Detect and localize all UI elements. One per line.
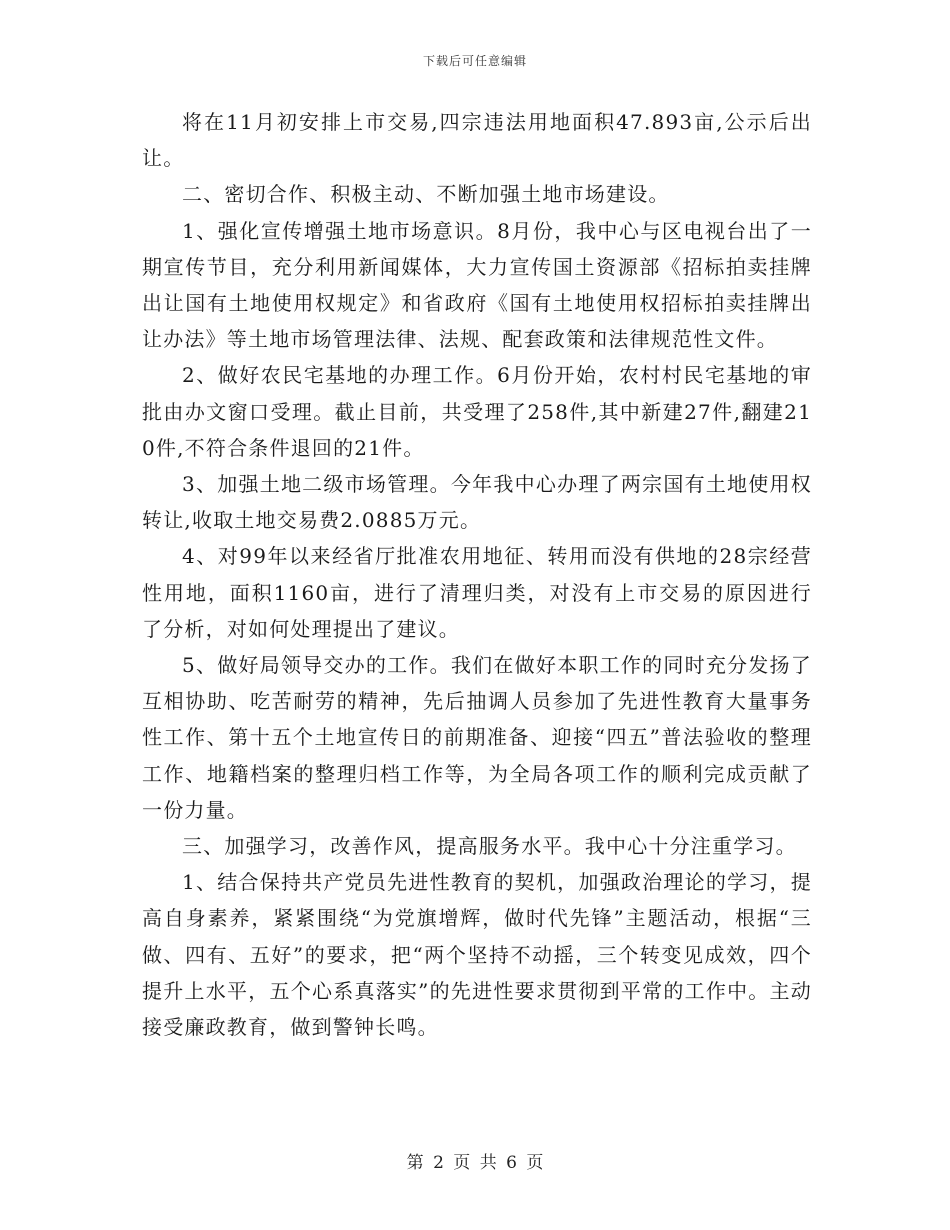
section-heading-3: 三、加强学习，改善作风，提高服务水平。我中心十分注重学习。 <box>182 834 797 859</box>
section-heading-2: 二、密切合作、积极主动、不断加强土地市场建设。 <box>182 182 670 207</box>
paragraph-3-1: 1、结合保持共产党员先进性教育的契机，加强政治理论的学习，提高自身素养，紧紧围绕“为党旗增辉，做时代先锋”主题活动，根据“三做、四有、五好”的要求，把“两个坚持不动摇，三个转变见成效，四个提升上水平，五个心系真落实”的先进性要求贯彻到平常的工作中。主动接受廉政教育，做到警钟长鸣。 <box>142 870 812 1040</box>
paragraph-2-4: 4、对99年以来经省厅批准农用地征、转用而没有供地的28宗经营性用地，面积1160亩，进行了清理归类，对没有上市交易的原因进行了分析，对如何处理提出了建议。 <box>142 544 812 641</box>
paragraph-2-3: 3、加强土地二级市场管理。今年我中心办理了两宗国有土地使用权转让,收取土地交易费2.0885万元。 <box>142 472 812 533</box>
page-header: 下载后可任意编辑 <box>422 54 527 68</box>
paragraph-continuation: 将在11月初安排上市交易,四宗违法用地面积47.893亩,公示后出让。 <box>142 110 812 171</box>
paragraph-2-5: 5、做好局领导交办的工作。我们在做好本职工作的同时充分发扬了互相协助、吃苦耐劳的精神，先后抽调人员参加了先进性教育大量事务性工作、第十五个土地宣传日的前期准备、迎接“四五”普法验收的整理工作、地籍档案的整理归档工作等，为全局各项工作的顺利完成贡献了一份力量。 <box>142 653 812 822</box>
paragraph-2-1: 1、强化宣传增强土地市场意识。8月份，我中心与区电视台出了一期宣传节目，充分利用新闻媒体，大力宣传国土资源部《招标拍卖挂牌出让国有土地使用权规定》和省政府《国有土地使用权招标拍卖挂牌出让办法》等土地市场管理法律、法规、配套政策和法律规范性文件。 <box>142 218 812 352</box>
paragraph-2-2: 2、做好农民宅基地的办理工作。6月份开始，农村村民宅基地的审批由办文窗口受理。截止目前，共受理了258件,其中新建27件,翻建210件,不符合条件退回的21件。 <box>142 363 812 460</box>
document-body <box>142 104 812 1045</box>
page-number-footer: 第 2 页 共 6 页 <box>406 1153 544 1173</box>
